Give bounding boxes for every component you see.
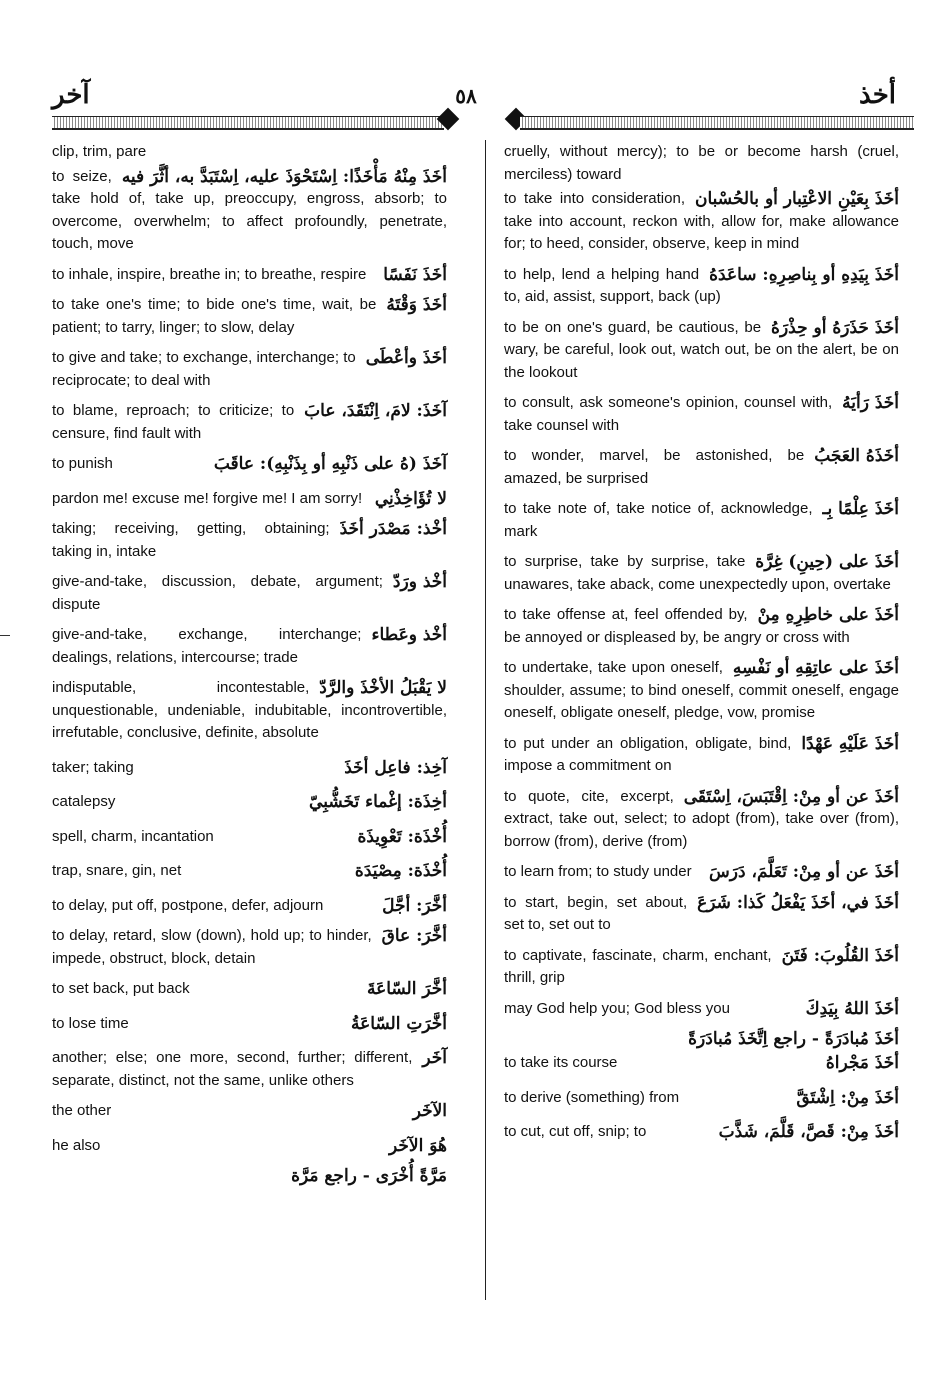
dictionary-entry [52,860,447,883]
dictionary-entry [52,925,447,970]
dictionary-entry [504,551,899,596]
arabic-headword: أخَذَ على عاتِقِهِ أو نَفْسِهِ [732,658,899,678]
dictionary-entry [504,1121,899,1144]
english-definition: to take note of, take notice of, acknowledge, mark [504,500,813,540]
english-definition: to quote, cite, excerpt, extract, take out, select; to adopt (from), take over (from), borrow (from), derive (from) [504,787,899,850]
english-definition: to punish [52,455,113,472]
arabic-headword: أخَّرَتِ السّاعَةُ [350,1013,447,1034]
arabic-headword: أخَذَ القُلُوبَ: فَتَنَ [781,945,899,966]
english-definition: cruelly, without mercy); to be or become harsh (cruel, merciless) toward [504,143,899,183]
dictionary-entry [504,264,899,309]
arabic-headword: أخِذَة: إغْماء تَخَشُّبِيّ [309,792,447,812]
arabic-headword: أخَذَ حَذَرَهُ أو حِذْرَهُ [771,317,899,338]
header-rule-right [520,116,914,130]
english-definition: give-and-take, exchange, interchange; dealings, relations, intercourse; trade [52,626,362,666]
arabic-headword: أخْذ: مَصْدَر أخَذَ [339,519,447,539]
english-definition: to captivate, fascinate, charm, enchant, thrill, grip [504,946,772,986]
arabic-headword: أخْذ وعَطاء [371,625,447,645]
arabic-headword: أخَذَ عن أو مِنْ: اِقْتَبَسَ، اِسْتَقَى [683,786,899,807]
arabic-headword: أخَذَ في، أخَذَ يَفْعَلُ كَذا: شَرَعَ [697,892,899,913]
dictionary-entry [504,998,899,1021]
english-definition: to seize, take hold of, take up, preoccupy, engross, absorb; to overcome, overwhelm; to affect profoundly, penetrate, touch, move [52,167,447,252]
dictionary-entry [52,1165,447,1187]
dictionary-entry [52,1047,447,1092]
arabic-headword: هُوَ الآخَر [389,1135,447,1156]
english-definition: to take offense at, feel offended by, be annoyed or displeased by, be angry or cross with [504,606,850,646]
english-definition: give-and-take, discussion, debate, argument; dispute [52,573,383,613]
dictionary-entry [52,141,447,164]
english-definition: to put under an obligation, obligate, bind, impose a commitment on [504,734,792,774]
running-head-left: آخر [52,80,90,110]
dictionary-entry [504,604,899,649]
left-column [52,141,447,1195]
arabic-headword: الآخَر [412,1101,447,1121]
english-definition: taker; taking [52,758,134,776]
dictionary-entry [504,445,899,490]
dictionary-entry [52,294,447,339]
dictionary-entry [504,1052,899,1075]
dictionary-entry [504,498,899,543]
arabic-headword: أخَذَ مِنْ: اِشْتَقَّ [796,1087,899,1108]
english-definition: to take into consideration, take into account, reckon with, allow for, make allowance for; to heed, consider, observe, keep in mind [504,190,899,252]
english-definition: to consult, ask someone's opinion, counsel with, take counsel with [504,394,833,434]
right-column [504,141,899,1152]
arabic-headword: لا يَقْبَلُ الأخْذَ والرَّدّ [319,678,447,698]
dictionary-entry [52,978,447,1001]
arabic-headword: أخَذَ وأعْطَى [365,348,447,368]
dictionary-entry [52,1100,447,1123]
english-definition: to give and take; to exchange, interchange; to reciprocate; to deal with [52,349,356,389]
dictionary-entry [504,392,899,437]
arabic-headword: آخَذَ (هُ على ذَنْبِهِ أو بِذَنْبِهِ): عاقَبَ [213,454,447,474]
english-definition: to help, lend a helping hand to, aid, assist, support, back (up) [504,265,721,305]
english-definition: to start, begin, set about, set to, set out to [504,893,688,933]
dictionary-entry [52,624,447,669]
english-definition: indisputable, incontestable, unquestionable, undeniable, indubitable, incontrovertible, irrefutable, conclusive, definite, absolute [52,679,447,741]
header-rule-left [52,116,444,130]
dictionary-entry [52,518,447,563]
english-definition: to lose time [52,1014,129,1032]
arabic-headword: آخَذَ: لامَ، اِنْتَقَدَ، عابَ [304,401,447,421]
dictionary-entry [504,892,899,937]
english-definition: another; else; one more, second, further; different, separate, distinct, not the same, unlike others [52,1049,413,1089]
english-definition: he also [52,1136,101,1154]
running-head-right: أخذ [859,80,896,110]
column-divider [485,140,486,1300]
dictionary-entry [504,317,899,385]
dictionary-entry [504,733,899,778]
arabic-headword: أخَذَ مِنْهُ مَأْخَذًا: اِسْتَحْوَذَ عليه، اِسْتَبَدَّ به، أثَّرَ فيه [121,166,447,187]
arabic-headword: أخَذَ عن أو مِنْ: تَعَلَّمَ، دَرَسَ [709,862,899,882]
english-definition: to cut, cut off, snip; to [504,1123,647,1140]
dictionary-entry [52,166,447,256]
arabic-headword: أخَذَ نَفَسًا [383,264,447,285]
arabic-headword: لا تُؤَاخِذْنِي [374,488,447,509]
arabic-headword: أخَذَ مِنْ: قَصَّ، قَلَّمَ، شَذَّبَ [718,1122,899,1142]
arabic-headword: أخَّرَ: عاقَ [381,926,447,946]
arabic-headword: أخَذَ عِلْمًا بِـ [822,499,899,519]
arabic-headword: أخَذَ بِيَدِهِ أو بِناصِرِهِ: ساعَدَهُ [709,264,899,285]
arabic-headword: أخْذ ورَدّ [392,572,447,592]
dictionary-entry [52,400,447,445]
english-definition: trap, snare, gin, net [52,862,182,879]
english-definition: to learn from; to study under [504,863,692,880]
english-definition: to derive (something) from [504,1088,680,1106]
arabic-headword: مَرَّةً أُخْرَى - راجع مَرَّة [291,1166,447,1186]
arabic-headword: أخَذَ على (حِينِ) غِرَّة [755,552,899,572]
english-definition: catalepsy [52,793,116,810]
arabic-headword: آخِذ: فاعِل أخَذَ [344,757,447,778]
dictionary-entry [504,141,899,186]
arabic-headword: أخَذَ مُبادَرَةً - راجع اِتَّخَذَ مُبادَرَةً [688,1029,899,1049]
english-definition: to set back, put back [52,980,190,997]
english-definition: spell, charm, incantation [52,827,214,845]
english-definition: to delay, retard, slow (down), hold up; to hinder, impede, obstruct, block, detain [52,927,372,967]
english-definition: clip, trim, pare [52,143,147,160]
dictionary-entry [504,861,899,884]
dictionary-entry [504,945,899,990]
arabic-headword: أخَذَ عَلَيْهِ عَهْدًا [801,733,899,754]
arabic-headword: أخَذَ على خاطِرِهِ مِنْ [757,605,899,625]
english-definition: to wonder, marvel, be astonished, be amazed, be surprised [504,447,805,487]
margin-mark [0,635,10,636]
page-number: ٥٨ [455,84,477,108]
english-definition: the other [52,1102,112,1119]
english-definition: to take one's time; to bide one's time, wait, be patient; to tarry, linger; to slow, delay [52,296,377,336]
dictionary-entry [504,188,899,256]
dictionary-entry [52,677,447,745]
dictionary-entry [52,571,447,616]
dictionary-entry [504,657,899,725]
dictionary-entry [52,791,447,814]
english-definition: may God help you; God bless you [504,999,730,1017]
dictionary-entry [504,786,899,854]
arabic-headword: أُخْذَة: تَعْوِيذَة [357,826,447,847]
arabic-headword: أخَذَهُ العَجَبُ [814,446,899,466]
arabic-headword: أخَذَ وَقْتَهُ [386,295,447,315]
english-definition: to undertake, take upon oneself, shoulder, assume; to bind oneself, commit oneself, engage oneself, obligate oneself, pledge, vow, promise [504,659,899,721]
dictionary-entry [52,826,447,849]
dictionary-entry [52,488,447,511]
english-definition: to blame, reproach; to criticize; to censure, find fault with [52,402,295,442]
arabic-headword: أخَذَ بِعَيْنِ الاعْتِبار أو بالحُسْبان [695,189,899,209]
dictionary-entry [52,1013,447,1036]
dictionary-entry [52,757,447,780]
english-definition: to surprise, take by surprise, take unawares, take aback, come unexpectedly upon, overtake [504,553,891,593]
dictionary-entry [52,895,447,918]
arabic-headword: أخَذَ رَأيَهُ [842,393,899,413]
arabic-headword: أخَّرَ: أجَّلَ [382,895,447,916]
arabic-headword: أخَّرَ السّاعَةَ [366,979,447,999]
english-definition: taking; receiving, getting, obtaining; taking in, intake [52,520,330,560]
english-definition: to inhale, inspire, breathe in; to breathe, respire [52,265,367,283]
dictionary-entry [52,1135,447,1158]
dictionary-entry [52,264,447,287]
english-definition: to take its course [504,1054,618,1071]
arabic-headword: آخَر [422,1048,447,1068]
english-definition: to delay, put off, postpone, defer, adjourn [52,896,324,914]
dictionary-entry [504,1087,899,1110]
dictionary-entry [52,453,447,476]
arabic-headword: أخَذَ اللهُ بِيَدِكَ [805,998,899,1019]
arabic-headword: أخَذَ مَجْراهُ [825,1053,899,1073]
english-definition: to be on one's guard, be cautious, be wary, be careful, look out, watch out, be on the alert, be on the lookout [504,318,899,381]
english-definition: pardon me! excuse me! forgive me! I am sorry! [52,489,363,507]
dictionary-entry [52,347,447,392]
dictionary-entry [504,1028,899,1050]
arabic-headword: أُخْذَة: مِصْيَدَة [354,861,447,881]
